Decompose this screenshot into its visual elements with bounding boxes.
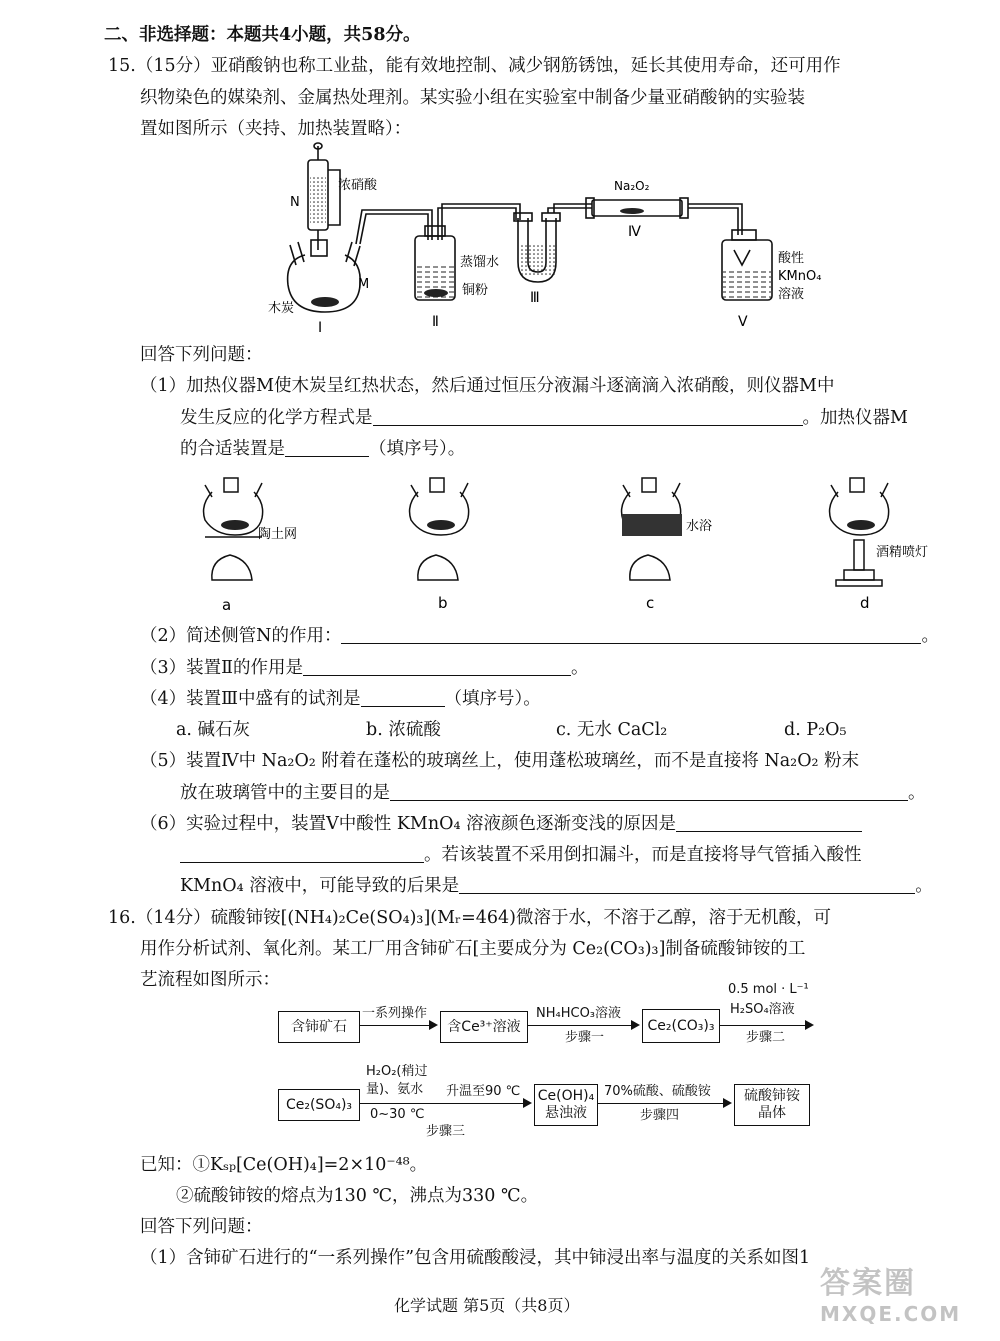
q15-p6-line1 bbox=[140, 812, 862, 836]
page-footer: 化学试题 第5页（共8页） bbox=[394, 1296, 580, 1315]
label-a-note: 陶土网 bbox=[258, 527, 298, 542]
q15-p4-option-c: c. 无水 CaCl₂ bbox=[556, 720, 668, 740]
flow-arrow-2 bbox=[528, 1025, 638, 1026]
flow-arrow-5-bottom: 步骤四 bbox=[640, 1108, 680, 1123]
label-water: 蒸馏水 bbox=[460, 255, 500, 270]
answer-blank-6b[interactable] bbox=[459, 875, 915, 894]
label-kmno4-1: 酸性 bbox=[778, 251, 805, 266]
q16-stem-line1: 16.（14分）硫酸铈铵[(NH₄)₂Ce(SO₄)₃](Mᵣ=464)微溶于水，不溶于乙醇，溶于无机酸，可 bbox=[108, 908, 831, 928]
option-d-label: d bbox=[860, 594, 870, 612]
answer-blank-5[interactable] bbox=[390, 782, 908, 801]
q15-answer-intro: 回答下列问题： bbox=[140, 345, 263, 365]
q15-p3-text: （3）装置Ⅱ的作用是 bbox=[140, 658, 304, 678]
q15-p4-text2: （填序号）。 bbox=[444, 689, 541, 709]
q15-p6-line2 bbox=[180, 843, 862, 867]
flow-arrow-3-bottom: 步骤二 bbox=[746, 1030, 786, 1045]
q15-p4-option-a: a. 碱石灰 bbox=[176, 720, 251, 740]
label-IV: Ⅳ bbox=[628, 224, 641, 240]
q15-p1-line3 bbox=[180, 437, 465, 461]
q15-p2 bbox=[140, 624, 939, 648]
q15-p6-text2: 。若该装置不采用倒扣漏斗，而是直接将导气管插入酸性 bbox=[424, 845, 862, 865]
flow-arrow-2-top: NH₄HCO₃溶液 bbox=[536, 1006, 622, 1021]
flow-arrow-4-top1: H₂O₂(稍过 bbox=[366, 1064, 428, 1079]
flow-arrow-4-top2: 量)、氨水 bbox=[366, 1082, 424, 1097]
option-a-label: a bbox=[222, 596, 232, 614]
q15-p3 bbox=[140, 656, 589, 680]
period: 。 bbox=[571, 658, 589, 678]
label-c-note: 水浴 bbox=[686, 519, 713, 534]
flow-arrow-4-bottom1: 0~30 ℃ bbox=[370, 1107, 425, 1122]
period: 。 bbox=[915, 876, 933, 896]
flow-arrow-3-top2: H₂SO₄溶液 bbox=[730, 1002, 795, 1017]
q15-p2-text: （2）简述侧管N的作用： bbox=[140, 626, 342, 646]
flow-box-product-line2: 晶体 bbox=[758, 1105, 786, 1121]
flow-box-product bbox=[734, 1084, 810, 1126]
q15-p1-text2: 。加热仪器M bbox=[802, 408, 908, 428]
q16-known-2: ②硫酸铈铵的熔点为130 ℃，沸点为330 ℃。 bbox=[176, 1186, 539, 1206]
q15-p4-option-b: b. 浓硫酸 bbox=[366, 720, 441, 740]
label-I: Ⅰ bbox=[318, 320, 323, 336]
label-II: Ⅱ bbox=[432, 314, 439, 330]
label-M: M bbox=[358, 277, 370, 292]
q15-p1-text: 发生反应的化学方程式是 bbox=[180, 408, 373, 428]
q15-p6-text: （6）实验过程中，装置Ⅴ中酸性 KMnO₄ 溶液颜色逐渐变浅的原因是 bbox=[140, 814, 677, 834]
flow-arrow-3-top1: 0.5 mol · L⁻¹ bbox=[728, 982, 809, 997]
label-d-note: 酒精喷灯 bbox=[876, 545, 929, 560]
period: 。 bbox=[908, 783, 926, 803]
q15-p4 bbox=[140, 687, 541, 711]
q15-stem-line1: 15.（15分）亚硝酸钠也称工业盐，能有效地控制、减少钢筋锈蚀，延长其使用寿命，还可用作 bbox=[108, 56, 841, 76]
flow-arrow-2-bottom: 步骤一 bbox=[565, 1030, 605, 1045]
period: 。 bbox=[921, 626, 939, 646]
flow-arrow-5-top: 70%硫酸、硫酸铵 bbox=[604, 1084, 711, 1099]
answer-blank-1-heating[interactable] bbox=[285, 438, 369, 457]
q15-p6-line3 bbox=[180, 874, 933, 898]
flow-box-ceoh4 bbox=[534, 1084, 598, 1126]
flow-arrow-4-bottom2: 步骤三 bbox=[426, 1124, 466, 1139]
q15-p5-text: 放在玻璃管中的主要目的是 bbox=[180, 783, 390, 803]
apparatus-diagram bbox=[250, 140, 822, 340]
q16-known-1: 已知：①Kₛₚ[Ce(OH)₄]=2×10⁻⁴⁸。 bbox=[140, 1155, 428, 1175]
label-charcoal: 木炭 bbox=[268, 301, 295, 316]
answer-blank-2[interactable] bbox=[341, 625, 921, 644]
answer-blank-3[interactable] bbox=[303, 657, 571, 676]
flow-arrow-1 bbox=[360, 1025, 436, 1026]
section-title: 二、非选择题：本题共4小题，共58分。 bbox=[104, 25, 421, 45]
q16-stem-line3: 艺流程如图所示： bbox=[140, 970, 280, 990]
flow-arrow-4 bbox=[360, 1103, 530, 1104]
label-N: N bbox=[290, 195, 300, 210]
flow-arrow-3 bbox=[720, 1025, 812, 1026]
watermark-url: MXQE.COM bbox=[820, 1302, 962, 1326]
flow-box-ore: 含铈矿石 bbox=[278, 1011, 360, 1043]
heating-options-diagram bbox=[190, 465, 950, 615]
label-acid: 浓硝酸 bbox=[338, 178, 378, 193]
q15-p6-text3: KMnO₄ 溶液中，可能导致的后果是 bbox=[180, 876, 460, 896]
answer-blank-6a-cont[interactable] bbox=[180, 844, 424, 863]
q15-p1-line2 bbox=[180, 406, 908, 430]
label-III: Ⅲ bbox=[530, 290, 540, 306]
label-copper: 铜粉 bbox=[462, 283, 489, 298]
q15-p4-text: （4）装置Ⅲ中盛有的试剂是 bbox=[140, 689, 361, 709]
q15-p4-option-d: d. P₂O₅ bbox=[784, 720, 847, 740]
label-V: Ⅴ bbox=[738, 314, 748, 330]
label-kmno4-3: 溶液 bbox=[778, 287, 805, 302]
flow-box-ce2co33: Ce₂(CO₃)₃ bbox=[642, 1009, 720, 1043]
label-na2o2: Na₂O₂ bbox=[614, 179, 650, 193]
label-kmno4-2: KMnO₄ bbox=[778, 269, 822, 284]
watermark-logo bbox=[820, 1258, 980, 1338]
flow-box-product-line1: 硫酸铈铵 bbox=[744, 1088, 800, 1104]
answer-blank-6a[interactable] bbox=[676, 813, 862, 832]
flow-box-ceoh4-line2: 悬浊液 bbox=[545, 1105, 587, 1121]
q15-p1-text3: 的合适装置是 bbox=[180, 439, 285, 459]
answer-blank-4[interactable] bbox=[361, 688, 445, 707]
option-c-label: c bbox=[646, 594, 655, 612]
watermark-brand: 答案圈 bbox=[820, 1266, 916, 1301]
answer-blank-1-equation[interactable] bbox=[373, 407, 803, 426]
flow-box-ce3-solution: 含Ce³⁺溶液 bbox=[440, 1011, 528, 1043]
option-b-label: b bbox=[438, 594, 448, 612]
q15-p5-line1: （5）装置Ⅳ中 Na₂O₂ 附着在蓬松的玻璃丝上，使用蓬松玻璃丝，而不是直接将 Na₂O₂ 粉末 bbox=[140, 751, 860, 771]
q15-stem-line2: 织物染色的媒染剂、金属热处理剂。某实验小组在实验室中制备少量亚硝酸钠的实验装 bbox=[140, 88, 805, 108]
q15-stem-line3: 置如图所示（夹持、加热装置略）： bbox=[140, 119, 412, 139]
flow-box-ce2so43: Ce₂(SO₄)₃ bbox=[278, 1089, 360, 1121]
q15-p1-line1: （1）加热仪器M使木炭呈红热状态，然后通过恒压分液漏斗逐滴滴入浓硝酸，则仪器M中 bbox=[140, 376, 835, 396]
q15-p1-text4: （填序号）。 bbox=[369, 439, 466, 459]
q16-answer-intro: 回答下列问题： bbox=[140, 1217, 263, 1237]
flow-arrow-1-label: 一系列操作 bbox=[362, 1006, 428, 1021]
q16-p1: （1）含铈矿石进行的“一系列操作”包含用硫酸酸浸，其中铈浸出率与温度的关系如图1 bbox=[140, 1248, 811, 1268]
q16-stem-line2: 用作分析试剂、氧化剂。某工厂用含铈矿石[主要成分为 Ce₂(CO₃)₃]制备硫酸铈铵的工 bbox=[140, 939, 806, 959]
flow-box-ceoh4-line1: Ce(OH)₄ bbox=[537, 1088, 595, 1104]
q15-p5-line2 bbox=[180, 781, 926, 805]
flow-arrow-4b-top: 升温至90 ℃ bbox=[446, 1084, 521, 1099]
flow-arrow-5 bbox=[598, 1103, 730, 1104]
